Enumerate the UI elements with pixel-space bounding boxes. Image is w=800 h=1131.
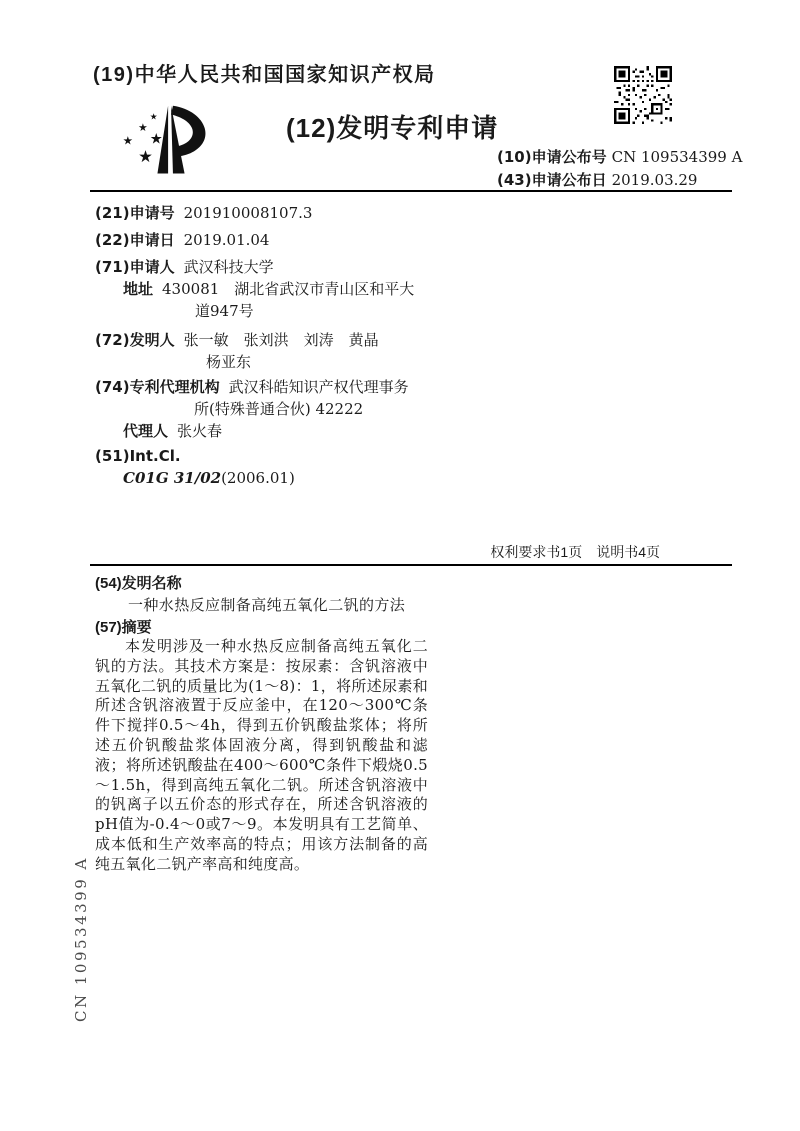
agent-row	[123, 420, 222, 441]
applicant-label: (71)申请人	[95, 258, 175, 276]
pub-date-value: 2019.03.29	[611, 171, 698, 189]
svg-text:★: ★	[122, 133, 134, 148]
svg-text:★: ★	[149, 131, 163, 148]
svg-text:★: ★	[138, 120, 148, 134]
pub-number-value: CN 109534399 A	[611, 148, 743, 166]
abstract-label: (57)摘要	[95, 619, 152, 636]
address-label: 地址	[123, 280, 154, 298]
inventors-label: (72)发明人	[95, 331, 175, 349]
svg-text:★: ★	[149, 112, 158, 123]
address-line2: 道947号	[195, 302, 254, 320]
application-number-row	[95, 202, 312, 223]
pub-number-label: (10)申请公布号	[497, 148, 607, 166]
agent-label: 代理人	[123, 422, 169, 440]
agency-line2: 所(特殊普通合伙) 42222	[194, 400, 364, 418]
abstract-text: 本发明涉及一种水热反应制备高纯五氧化二钒的方法。其技术方案是：按尿素：含钒溶液中五氧化二钒的质量比为(1～8)：1，将所述尿素和所述含钒溶液置于反应釜中，在120～300℃条件下搅拌0.5～4h，得到五价钒酸盐浆体；将所述五价钒酸盐浆体固液分离，得到钒酸盐和滤液；将所述钒酸盐在400～600℃条件下煅烧0.5～1.5h，得到高纯五氧化二钒。所述含钒溶液中的钒离子以五价态的形式存在，所述含钒溶液的pH值为-0.4～0或7～9。本发明具有工艺简单、成本低和生产效率高的特点；用该方法制备的高纯五氧化二钒产率高和纯度高。	[95, 637, 428, 873]
cnipa-emblem-icon	[112, 98, 230, 190]
int-cl-value	[123, 469, 295, 487]
header-divider	[90, 190, 732, 192]
side-publication-number: CN 109534399 A	[72, 856, 90, 1022]
qr-code-icon	[612, 66, 674, 124]
inventors-line1: 张一敏 张刘洪 刘涛 黄晶	[183, 331, 379, 349]
pub-date-label: (43)申请公布日	[497, 171, 607, 189]
inventors-line2: 杨亚东	[206, 353, 252, 371]
pages-note: 权利要求书1页 说明书4页	[490, 544, 660, 560]
applicant-value: 武汉科技大学	[183, 258, 274, 276]
application-date-value: 2019.01.04	[183, 231, 270, 249]
body-divider	[90, 564, 732, 566]
doc-type-title: (12)发明专利申请	[286, 113, 499, 143]
pub-number-row	[497, 146, 742, 167]
int-cl-label: (51)Int.Cl.	[95, 447, 181, 465]
address-line1: 430081 湖北省武汉市青山区和平大	[162, 280, 415, 298]
invention-title-label: (54)发明名称	[95, 575, 182, 592]
application-number-label: (21)申请号	[95, 204, 175, 222]
agent-value: 张火春	[177, 422, 223, 440]
invention-title-value: 一种水热反应制备高纯五氧化二钒的方法	[128, 596, 406, 614]
int-cl-row	[95, 447, 181, 465]
agency-line1: 武汉科皓知识产权代理事务	[228, 378, 409, 396]
pub-date-row	[497, 169, 697, 190]
office-name: (19)中华人民共和国国家知识产权局	[93, 64, 436, 86]
agency-row	[95, 376, 409, 397]
address-row	[123, 278, 414, 299]
applicant-row	[95, 256, 274, 277]
application-number-value: 201910008107.3	[183, 204, 313, 222]
application-date-label: (22)申请日	[95, 231, 175, 249]
int-cl-edition: (2006.01)	[221, 469, 295, 487]
svg-text:★: ★	[138, 146, 153, 166]
agency-label: (74)专利代理机构	[95, 378, 220, 396]
application-date-row	[95, 229, 269, 250]
int-cl-code: C01G 31/02	[123, 469, 222, 487]
inventors-row	[95, 329, 379, 350]
